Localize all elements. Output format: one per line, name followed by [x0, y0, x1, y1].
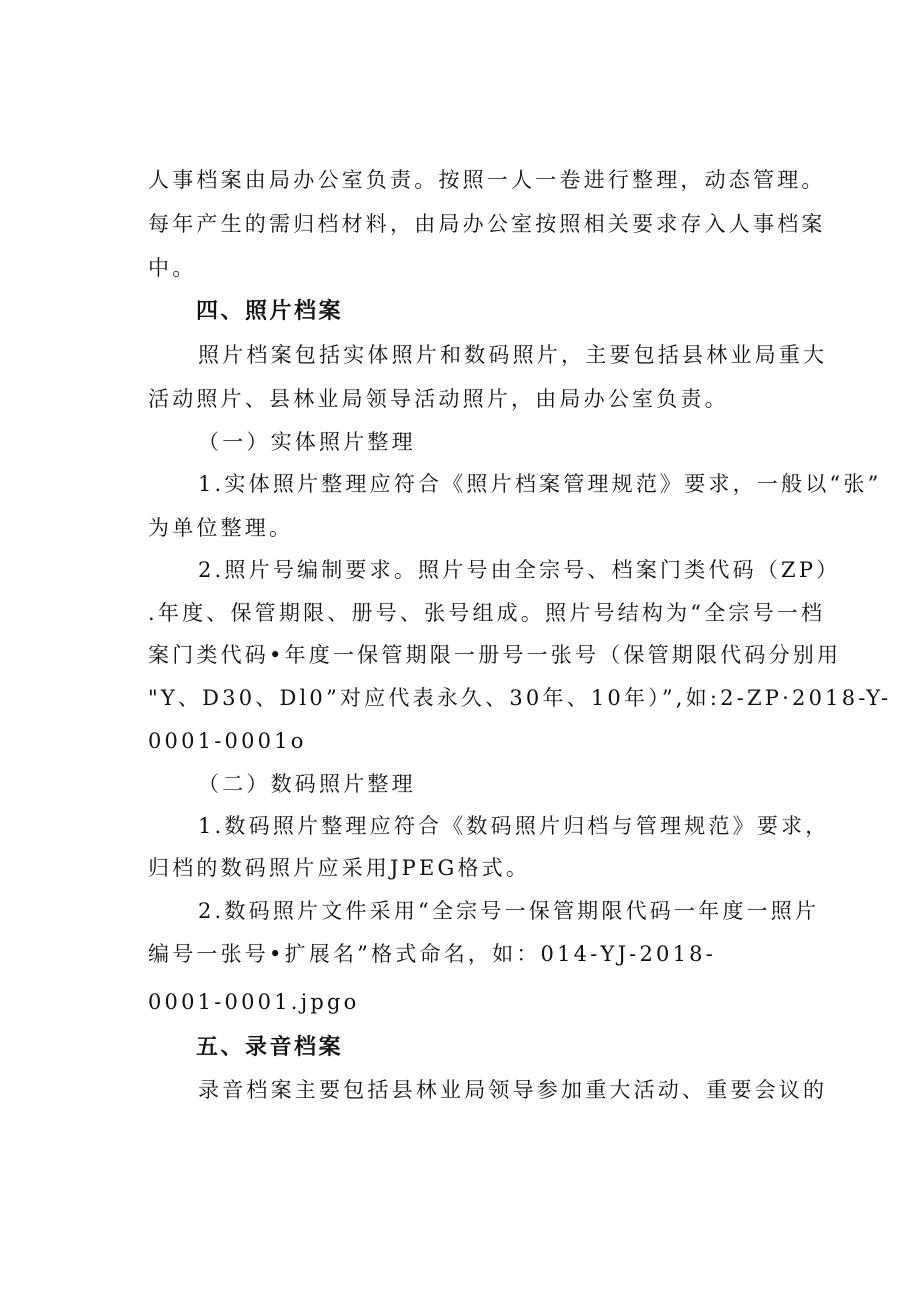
paragraph-line: 1.数码照片整理应符合《数码照片归档与管理规范》要求， — [198, 814, 830, 838]
paragraph-line: 2.照片号编制要求。照片号由全宗号、档案门类代码（ZP） — [198, 558, 841, 582]
paragraph-line: 录音档案主要包括县林业局领导参加重大活动、重要会议的 — [198, 1078, 828, 1102]
paragraph-line: 编号一张号•扩展名”格式命名，如：014-YJ-2018- — [148, 942, 717, 966]
paragraph-line: 人事档案由局办公室负责。按照一人一卷进行整理，动态管理。 — [148, 168, 826, 192]
paragraph-line: 照片档案包括实体照片和数码照片，主要包括县林业局重大 — [198, 343, 828, 367]
paragraph-line: 0001-0001.jpgo — [148, 990, 360, 1014]
paragraph-line: 0001-0001o — [148, 729, 307, 753]
paragraph-line: 归档的数码照片应采用JPEG格式。 — [148, 856, 531, 880]
paragraph-line: 1.实体照片整理应符合《照片档案管理规范》要求，一般以“张” — [198, 472, 882, 496]
paragraph-line: .年度、保管期限、册号、张号组成。照片号结构为“全宗号一档 — [148, 601, 826, 625]
paragraph-line: 为单位整理。 — [148, 516, 294, 540]
subsection-heading: （二）数码照片整理 — [198, 772, 416, 796]
section-heading: 四、照片档案 — [196, 299, 344, 324]
paragraph-line: 每年产生的需归档材料，由局办公室按照相关要求存入人事档案 — [148, 212, 826, 236]
paragraph-line: 案门类代码•年度一保管期限一册号一张号（保管期限代码分别用 — [148, 643, 842, 667]
paragraph-line: 中。 — [148, 256, 197, 280]
paragraph-line: 2.数码照片文件采用“全宗号一保管期限代码一年度一照片 — [198, 899, 820, 923]
paragraph-line: 活动照片、县林业局领导活动照片，由局办公室负责。 — [148, 387, 729, 411]
subsection-heading: （一）实体照片整理 — [198, 430, 416, 454]
paragraph-line: "Y、D30、Dl0”对应代表永久、30年、10年）”,如:2-ZP·2018-Y- — [148, 686, 892, 710]
section-heading: 五、录音档案 — [196, 1035, 344, 1060]
